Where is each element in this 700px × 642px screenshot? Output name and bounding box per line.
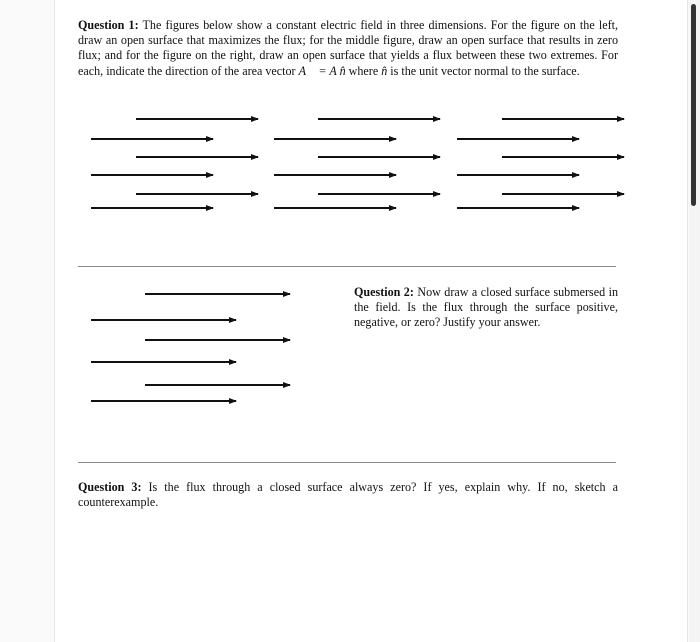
unit-vector-symbol: n̂: [381, 63, 388, 78]
section-divider: [78, 266, 616, 267]
question-2-body: Now draw a closed surface submersed in the field. Is the flux through the surface positive, negative, or zero? Justify your answer.: [354, 285, 618, 330]
field-figure-right: [457, 119, 624, 208]
question-1-body: The figures below show a constant electric field in three dimensions. For the figure on the left, draw an open surface that maximizes the flux; for the middle figure, draw an open surface that results in zero flux; and for the figure on the right, draw an open surface that yields a flux between these two extremes. For each, indicate the direction of the area vector: [78, 18, 618, 78]
question-2-text: [354, 285, 618, 331]
question-3-body: Is the flux through a closed surface always zero? If yes, explain why. If no, sketch a counterexample.: [78, 480, 618, 510]
area-vector-formula: A⃗ = A n̂: [298, 63, 346, 78]
section-divider: [78, 462, 616, 463]
question-3-label: Question 3:: [78, 480, 142, 494]
question-1-body-2: where: [345, 63, 382, 78]
question-1-label: Question 1:: [78, 18, 139, 32]
field-figure-left: [91, 119, 258, 208]
question-1-body-3: is the unit vector normal to the surface.: [387, 63, 580, 78]
question-2-label: Question 2:: [354, 285, 414, 299]
field-figure-question-2: [91, 294, 290, 401]
question-3-text: [78, 480, 618, 510]
field-figure-middle: [274, 119, 440, 208]
